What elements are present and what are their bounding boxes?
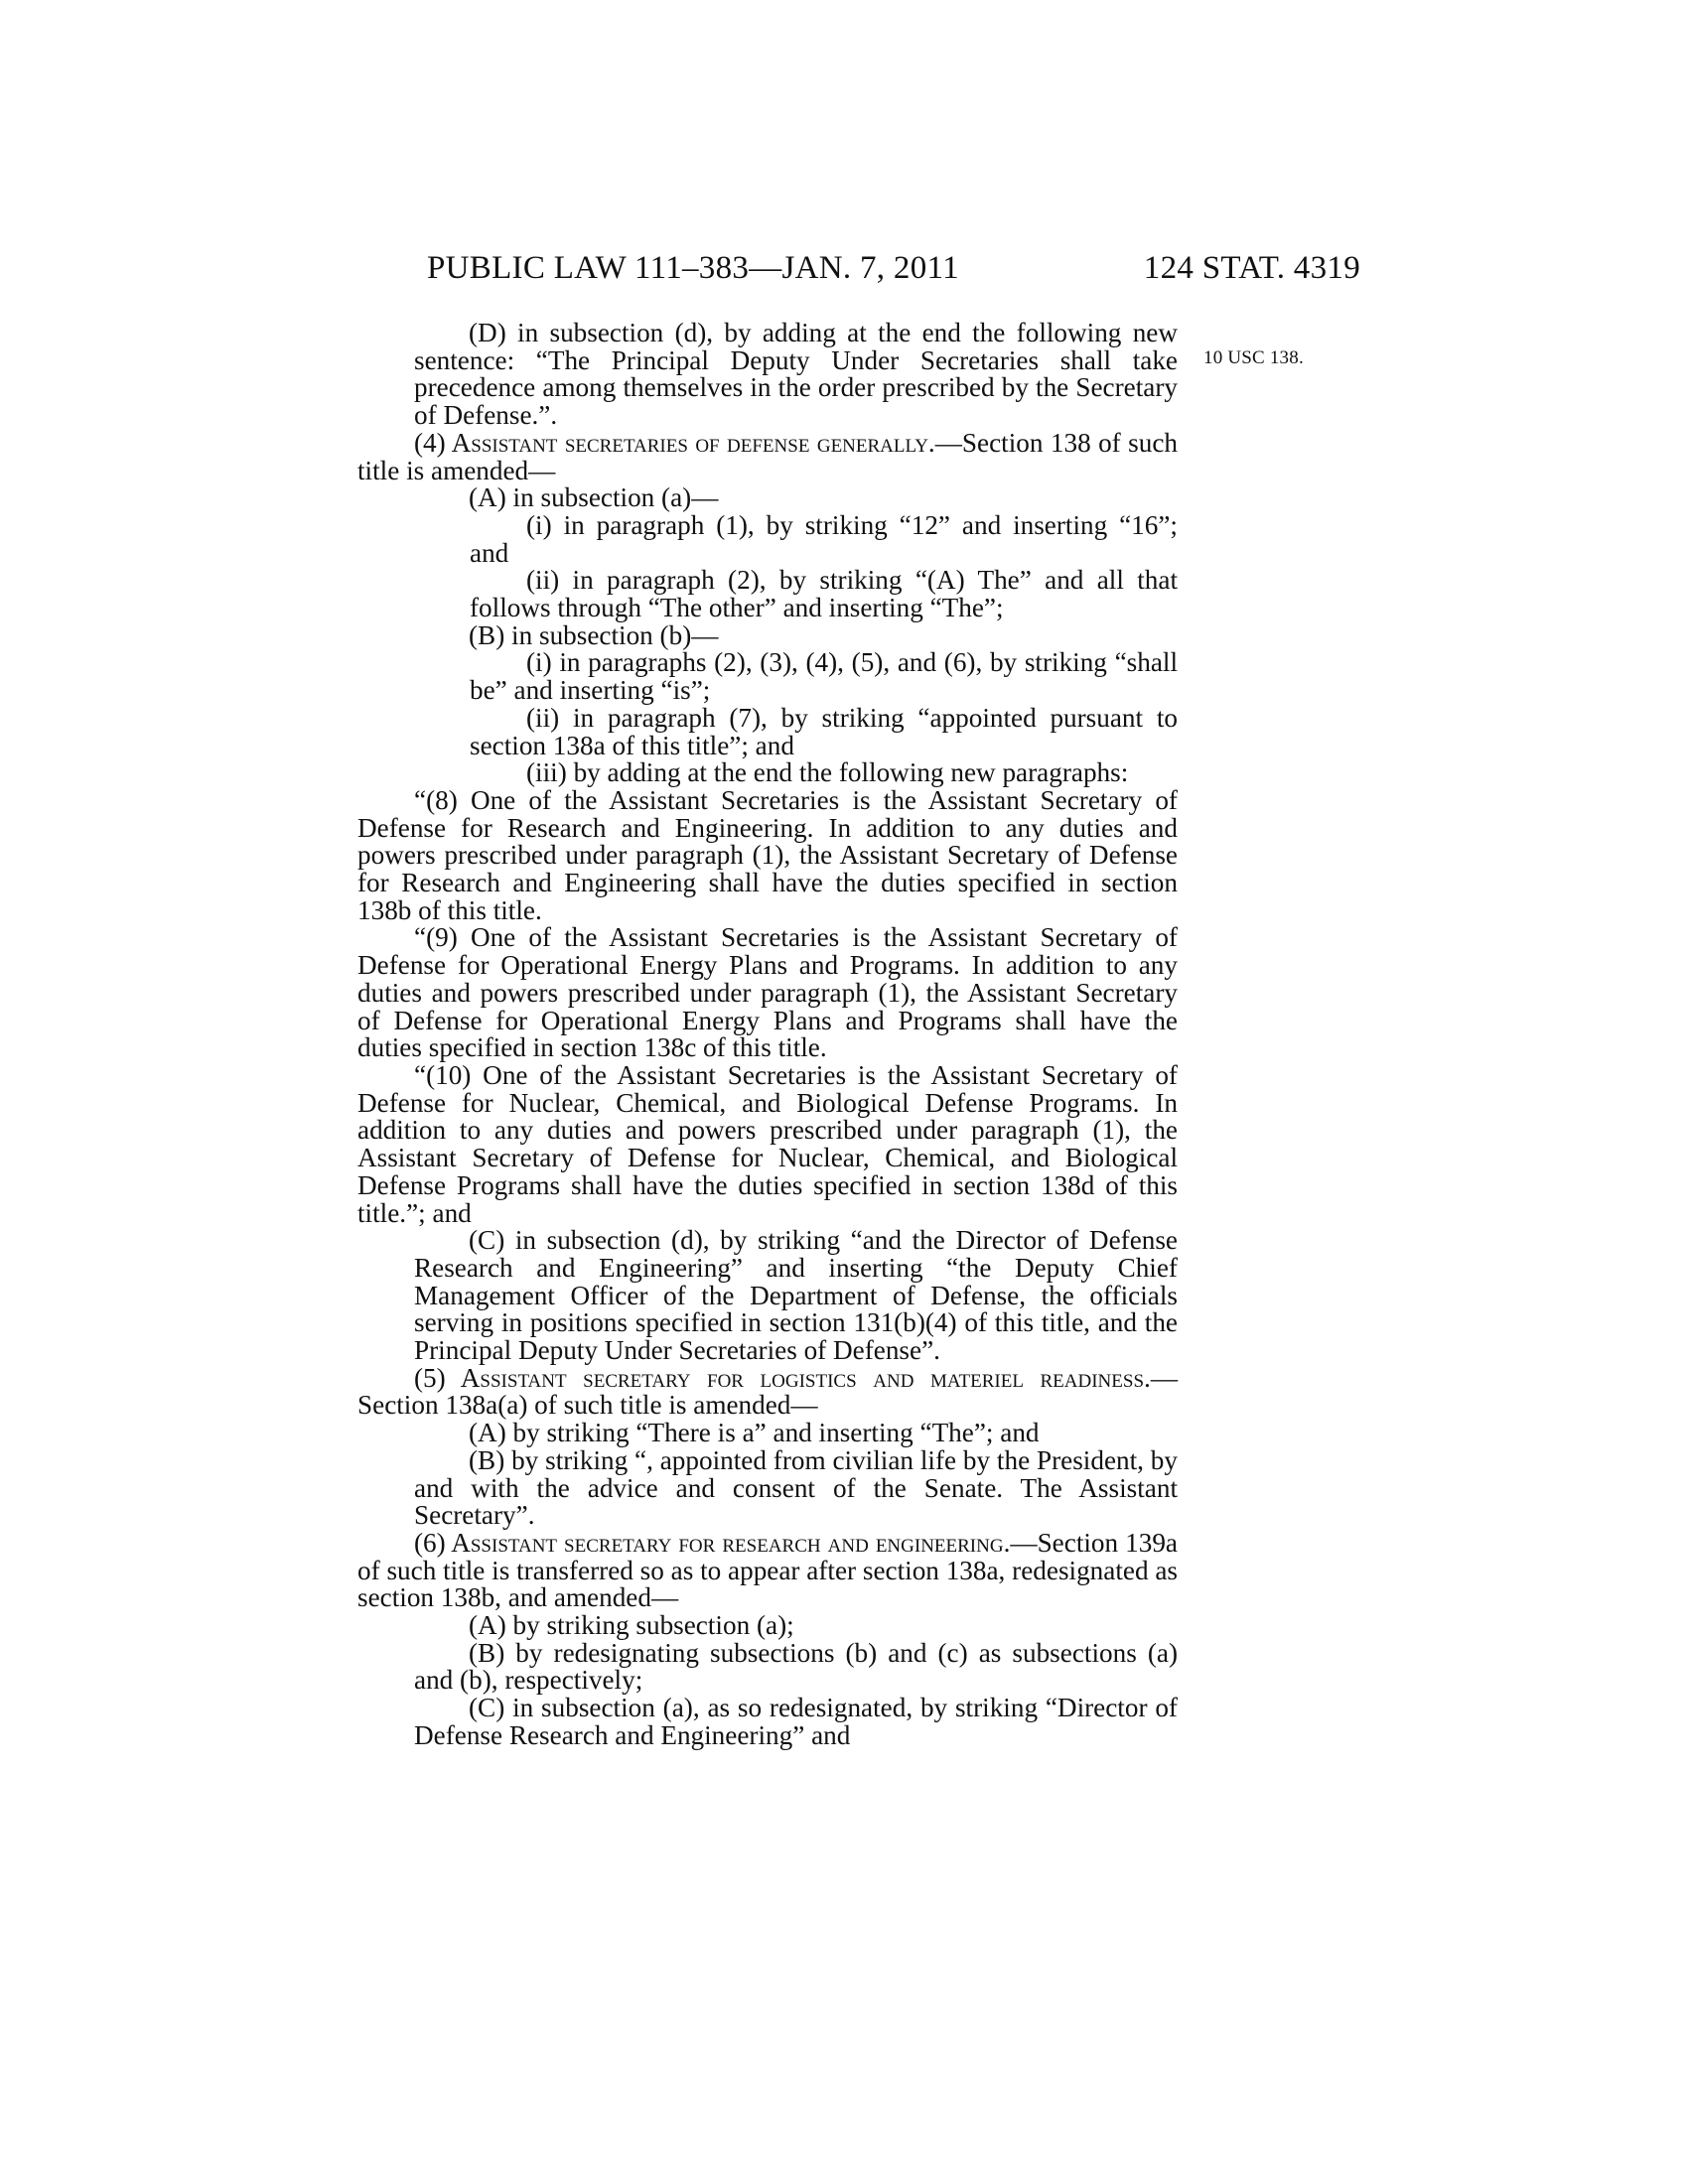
section-heading: (6) Assistant secretary for research and engineering. <box>414 1527 1011 1558</box>
paragraph <box>357 619 1178 650</box>
paragraph <box>357 1227 1178 1365</box>
document-body <box>357 320 1178 1750</box>
paragraph-text: “(9) One of the Assistant Secretaries is the Assistant Secretary of Defense for Operational Energy Plans and Programs. In addition to any duties and powers prescribed under paragraph (1), the Assistant Secretary of Defense for Operational Energy Plans and Programs shall have the duties specified in section 138c of this title. <box>357 922 1178 1063</box>
paragraph-text: (D) in subsection (d), by adding at the end the following new sentence: “The Principal Deputy Under Secretaries shall take precedence among themselves in the order prescribed by the Secretary of Defense.”. <box>414 318 1178 431</box>
section-heading: (4) Assistant secretaries of defense generally. <box>414 427 935 458</box>
paragraph-text: —Section 138 of such title is amended— <box>357 427 1178 485</box>
paragraph <box>357 1059 1178 1228</box>
paragraph <box>357 759 1178 787</box>
margin-citation: 10 USC 138. <box>1203 347 1304 368</box>
paragraph <box>357 509 1178 568</box>
section-heading: (5) Assistant secretary for logistics and materiel readiness. <box>414 1362 1151 1393</box>
paragraph <box>357 649 1178 704</box>
paragraph <box>357 924 1178 1062</box>
paragraph-text: (C) in subsection (a), as so redesignated, by striking “Director of Defense Research and Engineering” and <box>414 1693 1178 1750</box>
paragraph <box>357 1527 1178 1613</box>
paragraph-text: “(8) One of the Assistant Secretaries is the Assistant Secretary of Defense for Research and Engineering. In addition to any duties and powers prescribed under paragraph (1), the Assistant Secretary of Defense for Research and Engineering shall have the duties specified in section 138b of this title. <box>357 784 1178 925</box>
paragraph <box>357 427 1178 485</box>
paragraph-text: —Section 138a(a) of such title is amended— <box>357 1362 1178 1421</box>
paragraph <box>357 1612 1178 1640</box>
paragraph-text: (i) in paragraphs (2), (3), (4), (5), and (6), by striking “shall be” and inserting “is”; <box>470 647 1178 706</box>
paragraph-text: (ii) in paragraph (2), by striking “(A) The” and all that follows through “The other” and inserting “The”; <box>470 565 1178 623</box>
paragraph-text: (A) by striking “There is a” and inserting “The”; and <box>469 1418 1040 1448</box>
paragraph-text: (A) in subsection (a)— <box>469 482 719 513</box>
paragraph <box>357 784 1178 925</box>
paragraph-text: (B) in subsection (b)— <box>469 619 719 650</box>
paragraph-text: (i) in paragraph (1), by striking “12” and inserting “16”; and <box>470 509 1178 568</box>
paragraph <box>357 1637 1178 1696</box>
paragraph <box>357 1695 1178 1749</box>
paragraph <box>357 484 1178 512</box>
paragraph <box>357 1420 1178 1447</box>
paragraph <box>357 702 1178 760</box>
paragraph-text: (A) by striking subsection (a); <box>469 1610 794 1641</box>
paragraph <box>357 320 1178 430</box>
paragraph-text: (B) by striking “, appointed from civilian life by the President, by and with the advice and consent of the Senate. The Assistant Secretary”. <box>414 1444 1178 1531</box>
paragraph <box>357 1362 1178 1421</box>
paragraph-text: (ii) in paragraph (7), by striking “appointed pursuant to section 138a of this title”; and <box>470 702 1178 760</box>
paragraph-text: (B) by redesignating subsections (b) and (c) as subsections (a) and (b), respectively; <box>414 1637 1178 1696</box>
paragraph-text: (iii) by adding at the end the following new paragraphs: <box>526 757 1129 788</box>
paragraph-text: “(10) One of the Assistant Secretaries is the Assistant Secretary of Defense for Nuclear, Chemical, and Biological Defense Programs. In addition to any duties and powers prescribed under paragraph (1), the Assistant Secretary of Defense for Nuclear, Chemical, and Biological Defense Programs shall have the duties specified in section 138d of this title.”; and <box>357 1059 1178 1228</box>
paragraph <box>357 567 1178 621</box>
paragraph-text: —Section 139a of such title is transferred so as to appear after section 138a, redesignated as section 138b, and amended— <box>357 1527 1178 1613</box>
paragraph-text: (C) in subsection (d), by striking “and the Director of Defense Research and Engineering” and inserting “the Deputy Chief Management Officer of the Department of Defense, the officials serving in positions specified in section 131(b)(4) of this title, and the Principal Deputy Under Secretaries of Defense”. <box>414 1225 1178 1366</box>
page-header <box>427 250 1360 290</box>
running-head-page: 124 STAT. 4319 <box>1143 250 1360 286</box>
running-head-title: PUBLIC LAW 111–383—JAN. 7, 2011 <box>427 250 959 286</box>
paragraph <box>357 1444 1178 1531</box>
